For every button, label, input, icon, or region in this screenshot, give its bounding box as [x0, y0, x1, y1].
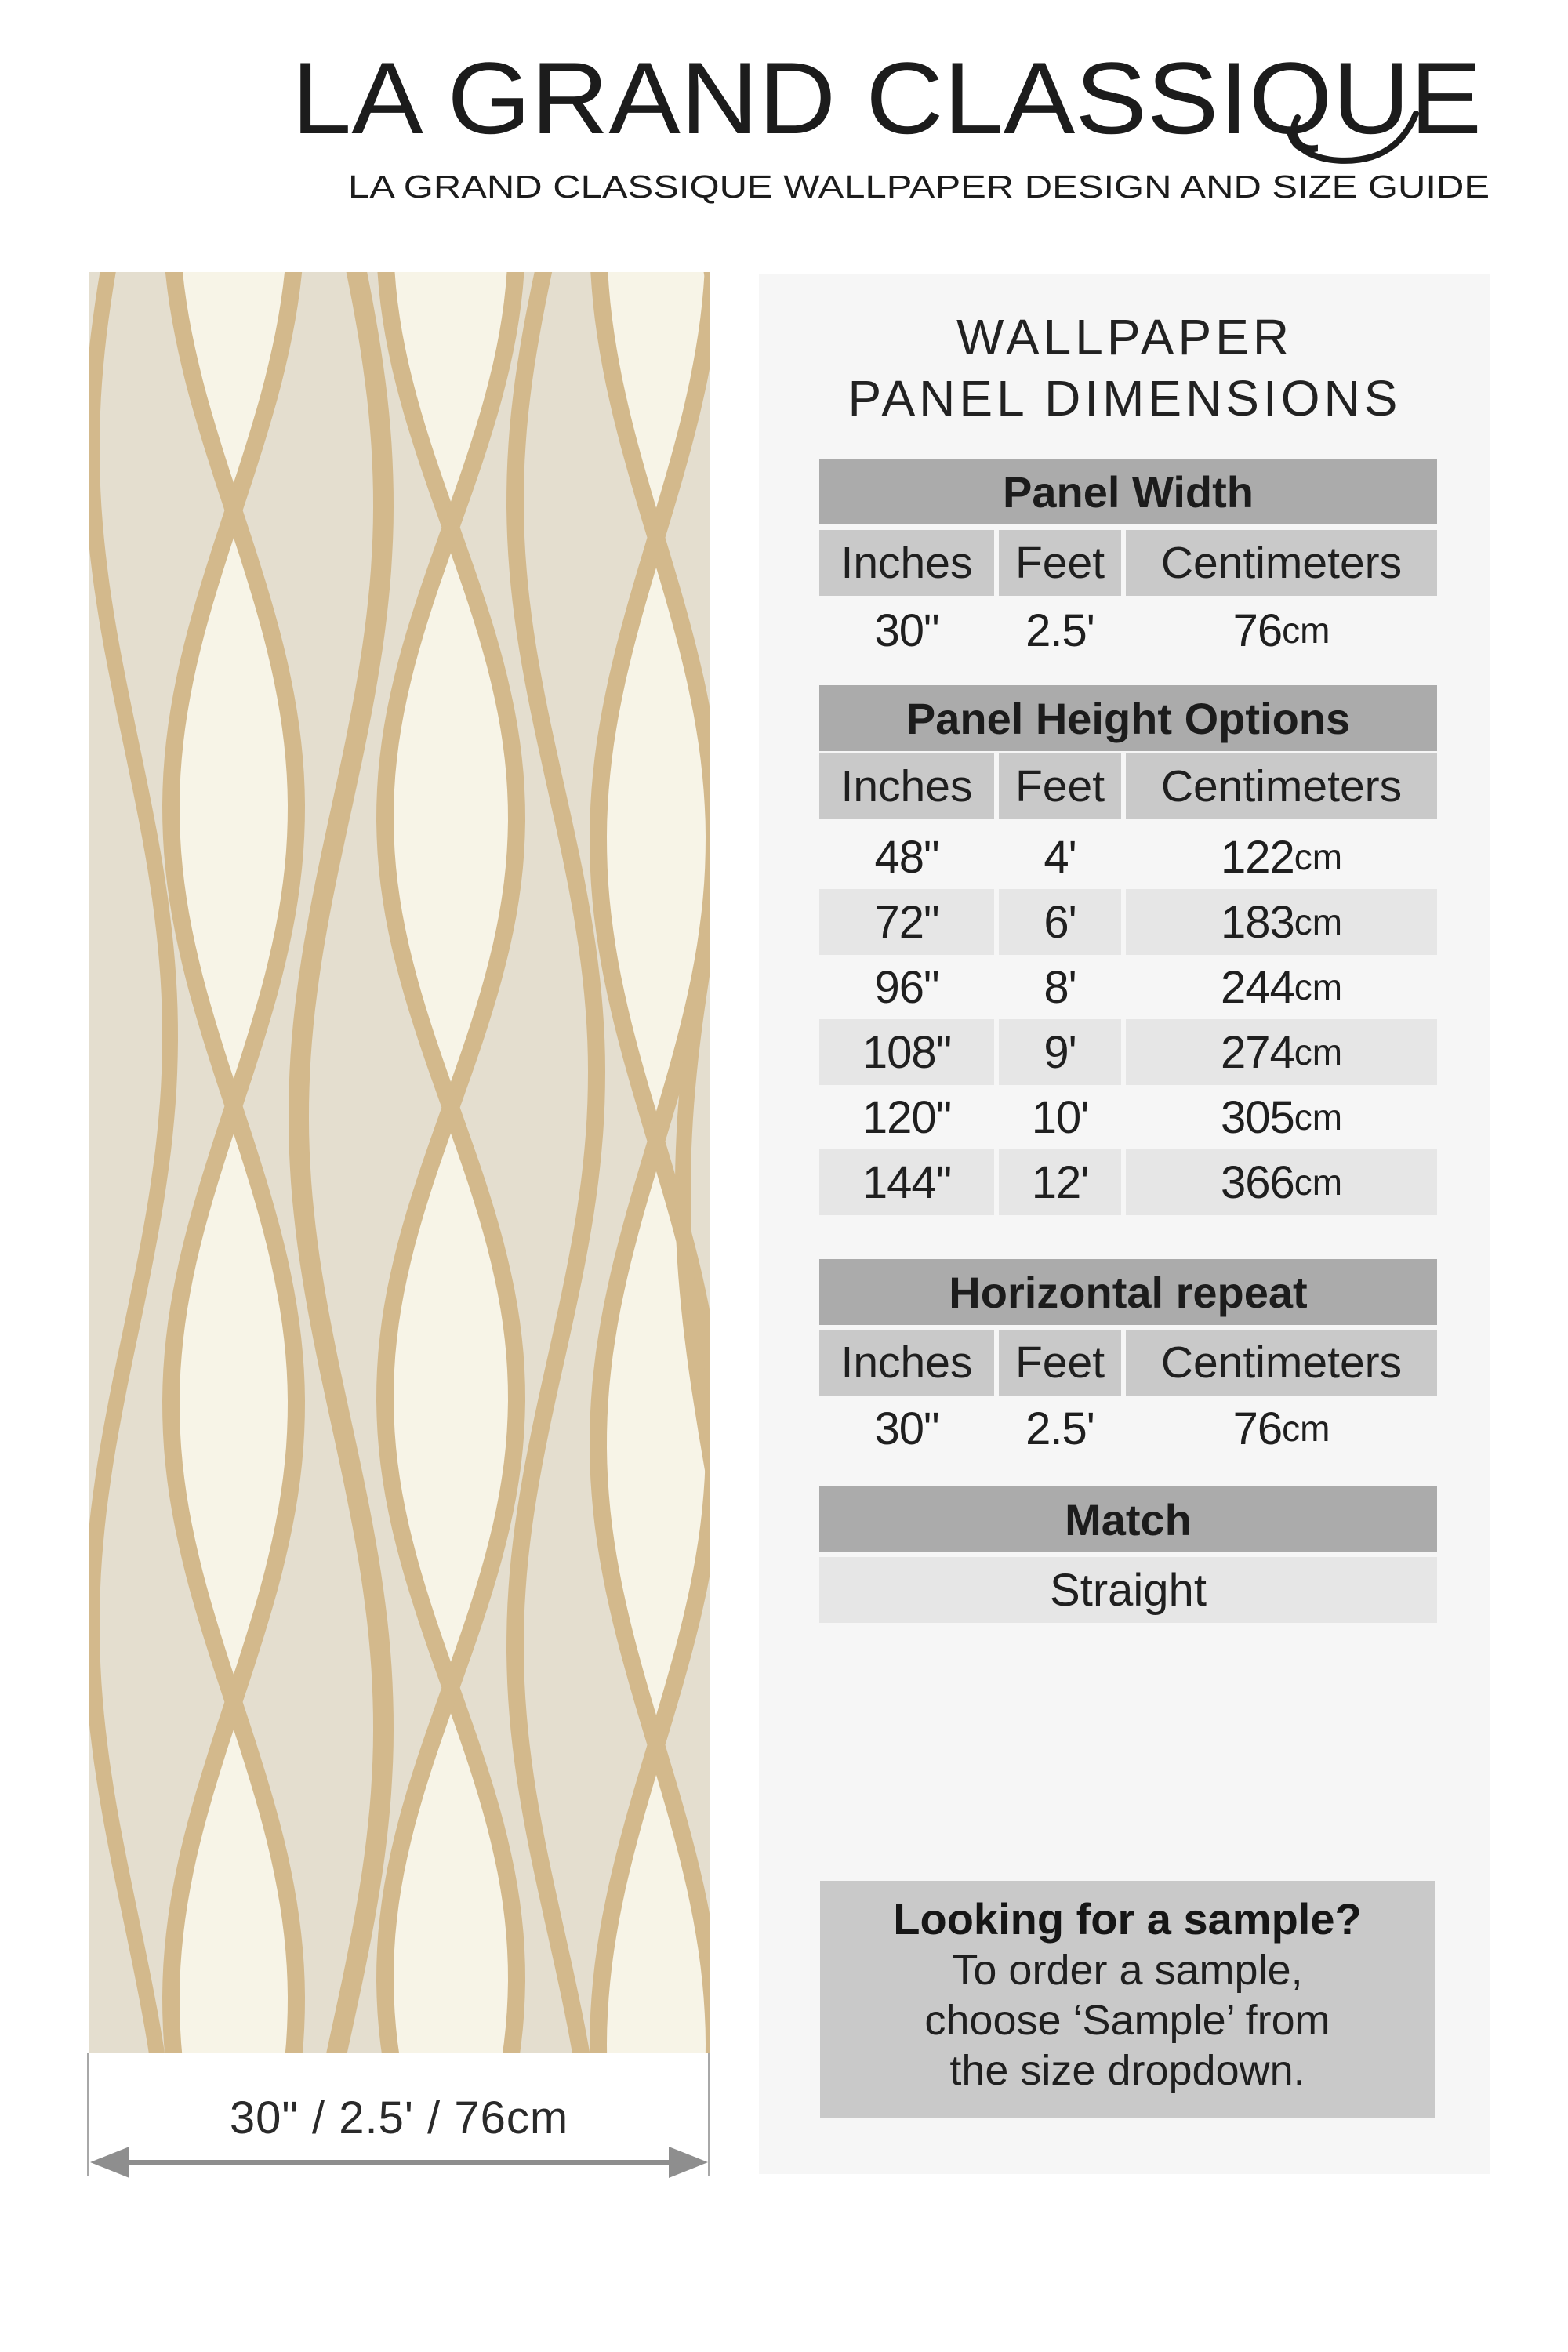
value-centimeters [1126, 1396, 1437, 1461]
size-guide-title-line1: WALLPAPER [956, 309, 1294, 365]
cm-unit: cm [1282, 610, 1330, 651]
table-row [819, 889, 1437, 954]
column-header-inches: Inches [819, 530, 994, 596]
horizontal-repeat-column-headers [819, 1330, 1437, 1396]
cm-number: 244 [1220, 961, 1294, 1013]
value-inches: 30" [874, 1403, 939, 1454]
match-heading: Match [819, 1486, 1437, 1552]
page-subtitle: LA GRAND CLASSIQUE WALLPAPER DESIGN AND SIZE GUIDE [348, 169, 1490, 205]
column-header-inches: Inches [819, 753, 994, 819]
size-guide-panel [759, 274, 1490, 2174]
value-inches: 30" [874, 604, 939, 656]
value-centimeters [1126, 597, 1437, 663]
cm-unit: cm [1282, 1408, 1330, 1449]
wallpaper-panel-preview [89, 272, 710, 2053]
value-feet: 2.5' [1025, 604, 1094, 656]
column-header-centimeters: Centimeters [1126, 1330, 1437, 1396]
arrowhead-left [90, 2147, 129, 2178]
panel-width-values-row [819, 597, 1437, 663]
column-header-inches: Inches [819, 1330, 994, 1396]
panel-width-column-headers [819, 530, 1437, 596]
value-centimeters [1126, 954, 1437, 1020]
panel-width-heading: Panel Width [819, 459, 1437, 524]
horizontal-repeat-heading: Horizontal repeat [819, 1259, 1437, 1325]
cm-unit: cm [1294, 1162, 1343, 1203]
cm-number: 122 [1220, 831, 1294, 883]
match-value: Straight [819, 1557, 1437, 1623]
header [235, 24, 1529, 212]
value-centimeters [1126, 824, 1437, 890]
cm-number: 76 [1232, 1403, 1283, 1454]
value-feet: 4' [1044, 831, 1076, 883]
cm-unit: cm [1294, 902, 1343, 942]
value-centimeters [1126, 1084, 1437, 1150]
value-inches: 72" [819, 889, 994, 955]
value-inches: 144" [819, 1149, 994, 1215]
table-row [819, 824, 1437, 889]
panel-height-column-headers [819, 753, 1437, 819]
value-feet: 6' [999, 889, 1121, 955]
cm-unit: cm [1294, 967, 1343, 1007]
value-inches: 48" [874, 831, 939, 883]
column-header-feet: Feet [999, 1330, 1121, 1396]
value-feet: 10' [1031, 1091, 1089, 1143]
cm-number: 76 [1232, 604, 1283, 656]
cm-number: 183 [1220, 896, 1294, 948]
size-guide-title-line2: PANEL DIMENSIONS [848, 370, 1402, 426]
horizontal-repeat-values-row [819, 1396, 1437, 1461]
value-inches: 108" [819, 1019, 994, 1085]
cm-number: 274 [1220, 1026, 1294, 1078]
sample-info-box [820, 1881, 1435, 2118]
value-centimeters [1126, 1149, 1437, 1215]
table-row [819, 1149, 1437, 1214]
table-row [819, 1019, 1437, 1084]
value-centimeters [1126, 1019, 1437, 1085]
value-feet: 8' [1044, 961, 1076, 1013]
cm-unit: cm [1294, 1097, 1343, 1138]
sample-line: choose ‘Sample’ from [924, 1997, 1330, 2044]
column-header-centimeters: Centimeters [1126, 753, 1437, 819]
panel-height-heading: Panel Height Options [819, 685, 1437, 751]
column-header-feet: Feet [999, 753, 1121, 819]
page-title: LA GRAND CLASSIQUE [292, 41, 1482, 155]
cm-unit: cm [1294, 1032, 1343, 1073]
table-row [819, 1084, 1437, 1149]
value-feet: 2.5' [1025, 1403, 1094, 1454]
value-feet: 9' [999, 1019, 1121, 1085]
value-inches: 120" [862, 1091, 952, 1143]
sample-line: To order a sample, [952, 1947, 1303, 1994]
value-inches: 96" [874, 961, 939, 1013]
width-arrow [89, 2142, 710, 2183]
column-header-centimeters: Centimeters [1126, 530, 1437, 596]
value-centimeters [1126, 889, 1437, 955]
sample-line: the size dropdown. [949, 2047, 1305, 2094]
cm-number: 366 [1220, 1156, 1294, 1208]
column-header-feet: Feet [999, 530, 1121, 596]
cm-number: 305 [1220, 1091, 1294, 1143]
panel-width-dimension-label: 30" / 2.5' / 76cm [229, 2092, 569, 2143]
value-feet: 12' [999, 1149, 1121, 1215]
table-row [819, 954, 1437, 1019]
sample-heading: Looking for a sample? [893, 1894, 1362, 1944]
cm-unit: cm [1294, 837, 1343, 877]
wallpaper-pattern [89, 272, 710, 2053]
arrowhead-right [669, 2147, 708, 2178]
